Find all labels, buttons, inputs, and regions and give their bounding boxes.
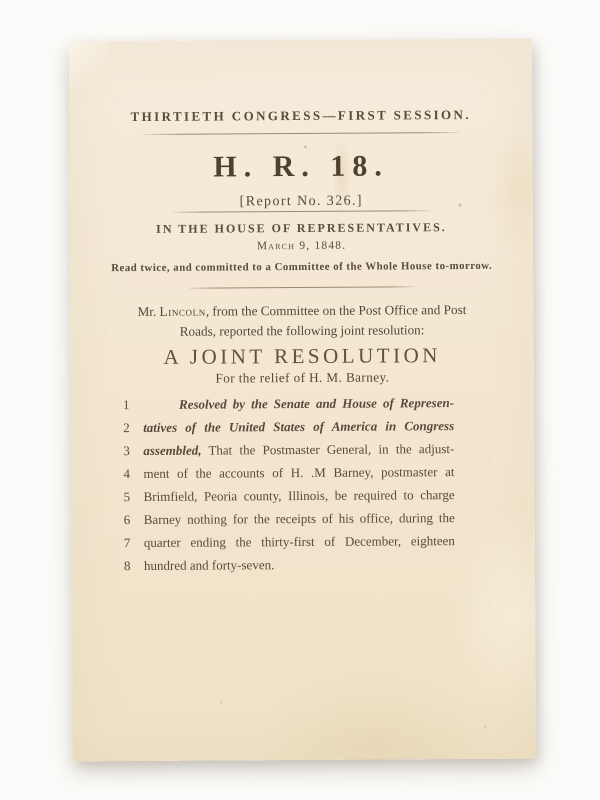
- line-number: 8: [123, 558, 131, 574]
- divider-rule-middle: [172, 210, 430, 213]
- line-text-italic: tatives of the United States of America in Congress: [143, 418, 455, 435]
- session-heading: THIRTIETH CONGRESS—FIRST SESSION.: [130, 106, 472, 125]
- line-number: 6: [123, 512, 131, 528]
- body-line: [71, 391, 534, 417]
- line-number: 5: [123, 489, 131, 505]
- report-number: [Report No. 326.]: [239, 193, 364, 210]
- body-line: [72, 483, 535, 509]
- sponsor-line-2: Roads, reported the following joint resolution:: [179, 322, 425, 339]
- date-line: March 9, 1848.: [256, 239, 347, 253]
- body-line: [72, 506, 535, 532]
- sponsor-line-1: [70, 302, 533, 321]
- line-text-roman: Brimfield, Peoria county, Illinois, be required to charge: [143, 487, 455, 504]
- line-text: [144, 506, 455, 531]
- line-text: [143, 414, 454, 439]
- line-text: [143, 391, 454, 416]
- line-text-roman: quarter ending the thirty-first of December, eighteen: [143, 533, 455, 550]
- sponsor-name: Lincoln: [159, 303, 206, 319]
- bill-number: H. R. 18.: [213, 149, 389, 184]
- body-line: [71, 460, 534, 486]
- line-text-italic: assembled,: [143, 442, 202, 458]
- line-number: 7: [123, 535, 131, 551]
- line-text-roman: hundred and forty-seven.: [143, 557, 275, 573]
- resolution-subtitle: For the relief of H. M. Barney.: [215, 369, 390, 386]
- line-text: [143, 437, 454, 462]
- document-page: [69, 39, 536, 762]
- resolution-body: [71, 391, 535, 578]
- body-line: [71, 414, 534, 440]
- line-number: 1: [122, 397, 130, 413]
- line-text-roman: Barney nothing for the receipts of his office, during the: [143, 510, 455, 527]
- body-line: [72, 529, 535, 555]
- line-text: [143, 460, 454, 485]
- line-number: 3: [123, 443, 130, 459]
- divider-rule-top: [143, 132, 459, 135]
- line-text: [144, 483, 455, 508]
- line-number: 4: [123, 466, 130, 482]
- divider-rule-bottom: [188, 286, 415, 288]
- body-line: [71, 437, 534, 463]
- line-text-roman: ment of the accounts of H. .M Barney, postmaster at: [143, 464, 455, 481]
- line-text: [144, 529, 455, 554]
- body-line: [72, 552, 535, 578]
- line-text-italic: Resolved by the Senate and House of Represen-: [178, 395, 455, 412]
- action-line: Read twice, and committed to a Committee of the Whole House to-morrow.: [111, 259, 493, 275]
- line-text: [144, 552, 455, 577]
- chamber-line: IN THE HOUSE OF REPRESENTATIVES.: [156, 220, 447, 236]
- line-text-roman: That the Postmaster General, in the adjust-: [201, 441, 455, 458]
- sponsor-prefix: Mr.: [137, 303, 160, 320]
- sponsor-line-1-rest: , from the Committee on the Post Office and Post: [205, 301, 467, 319]
- resolution-title: A JOINT RESOLUTION: [163, 343, 441, 369]
- line-number: 2: [123, 420, 130, 436]
